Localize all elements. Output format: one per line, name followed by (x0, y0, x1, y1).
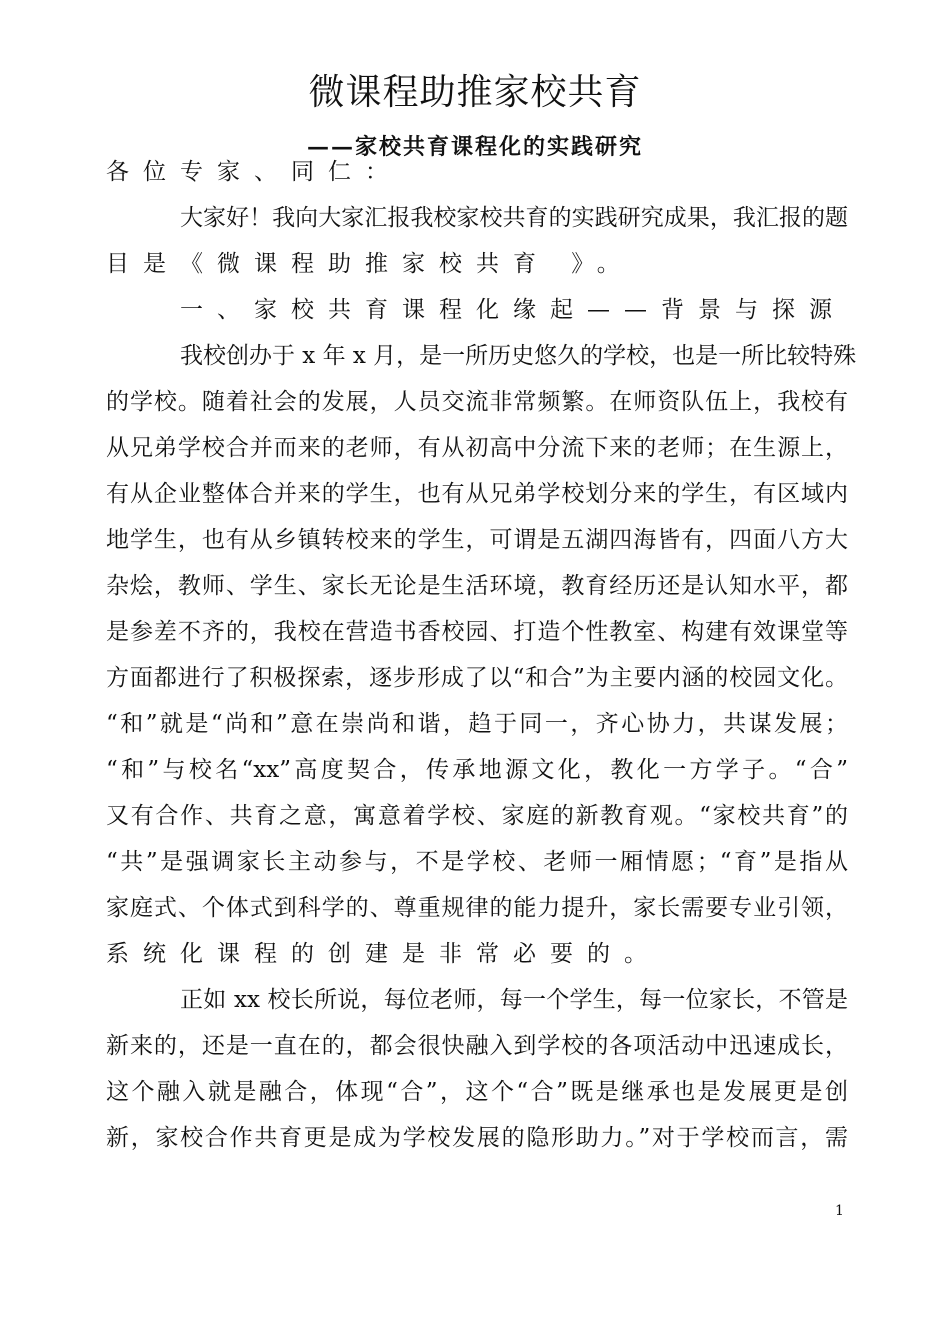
paragraph-line: 方面都进行了积极探索，逐步形成了以“和合”为主要内涵的校园文化。 (106, 665, 848, 691)
paragraph-line: 目是《微课程助推家校共育 》。 (106, 251, 634, 277)
document-subtitle: ——家校共育课程化的实践研究 (306, 134, 643, 160)
paragraph-line: “和”就是“尚和”意在崇尚和谐，趋于同一，齐心协力，共谋发展； (106, 711, 848, 737)
paragraph-line: 大家好！我向大家汇报我校家校共育的实践研究成果，我汇报的题 (180, 205, 848, 231)
paragraph-line: 家庭式、个体式到科学的、尊重规律的能力提升，家长需要专业引领， (106, 895, 848, 921)
paragraph-line: “共”是强调家长主动参与，不是学校、老师一厢情愿；“育”是指从 (106, 849, 848, 875)
section-heading: 一、家校共育课程化缘起——背景与探源 (180, 297, 846, 323)
paragraph-line: 杂烩，教师、学生、家长无论是生活环境，教育经历还是认知水平，都 (106, 573, 848, 599)
paragraph-line: 地学生，也有从乡镇转校来的学生，可谓是五湖四海皆有，四面八方大 (106, 527, 848, 553)
document-title: 微课程助推家校共育 (308, 72, 642, 113)
page-number: 1 (835, 1203, 844, 1219)
paragraph-line: 这个融入就是融合，体现“合”，这个“合”既是继承也是发展更是创 (106, 1079, 848, 1105)
paragraph-line: 正如 xx 校长所说，每位老师，每一个学生，每一位家长，不管是 (180, 987, 848, 1013)
document-body (106, 149, 857, 1161)
paragraph-line: 的学校。随着社会的发展，人员交流非常频繁。在师资队伍上，我校有 (106, 389, 848, 415)
paragraph-line: 从兄弟学校合并而来的老师，有从初高中分流下来的老师；在生源上， (106, 435, 848, 461)
paragraph-line: 新，家校合作共育更是成为学校发展的隐形助力。”对于学校而言，需 (106, 1125, 848, 1151)
paragraph-line: “和”与校名“xx”高度契合，传承地源文化，教化一方学子。“合” (106, 757, 848, 783)
salutation: 各位专家、同仁： (106, 159, 402, 185)
paragraph-line: 系统化课程的创建是非常必要的。 (106, 941, 661, 967)
paragraph-line: 是参差不齐的，我校在营造书香校园、打造个性教室、构建有效课堂等 (106, 619, 848, 645)
paragraph-line: 新来的，还是一直在的，都会很快融入到学校的各项活动中迅速成长， (106, 1033, 848, 1059)
paragraph-line: 我校创办于 x 年 x 月，是一所历史悠久的学校，也是一所比较特殊 (180, 343, 857, 369)
paragraph-line: 又有合作、共育之意，寓意着学校、家庭的新教育观。“家校共育”的 (106, 803, 848, 829)
paragraph-line: 有从企业整体合并来的学生，也有从兄弟学校划分来的学生，有区域内 (106, 481, 848, 507)
